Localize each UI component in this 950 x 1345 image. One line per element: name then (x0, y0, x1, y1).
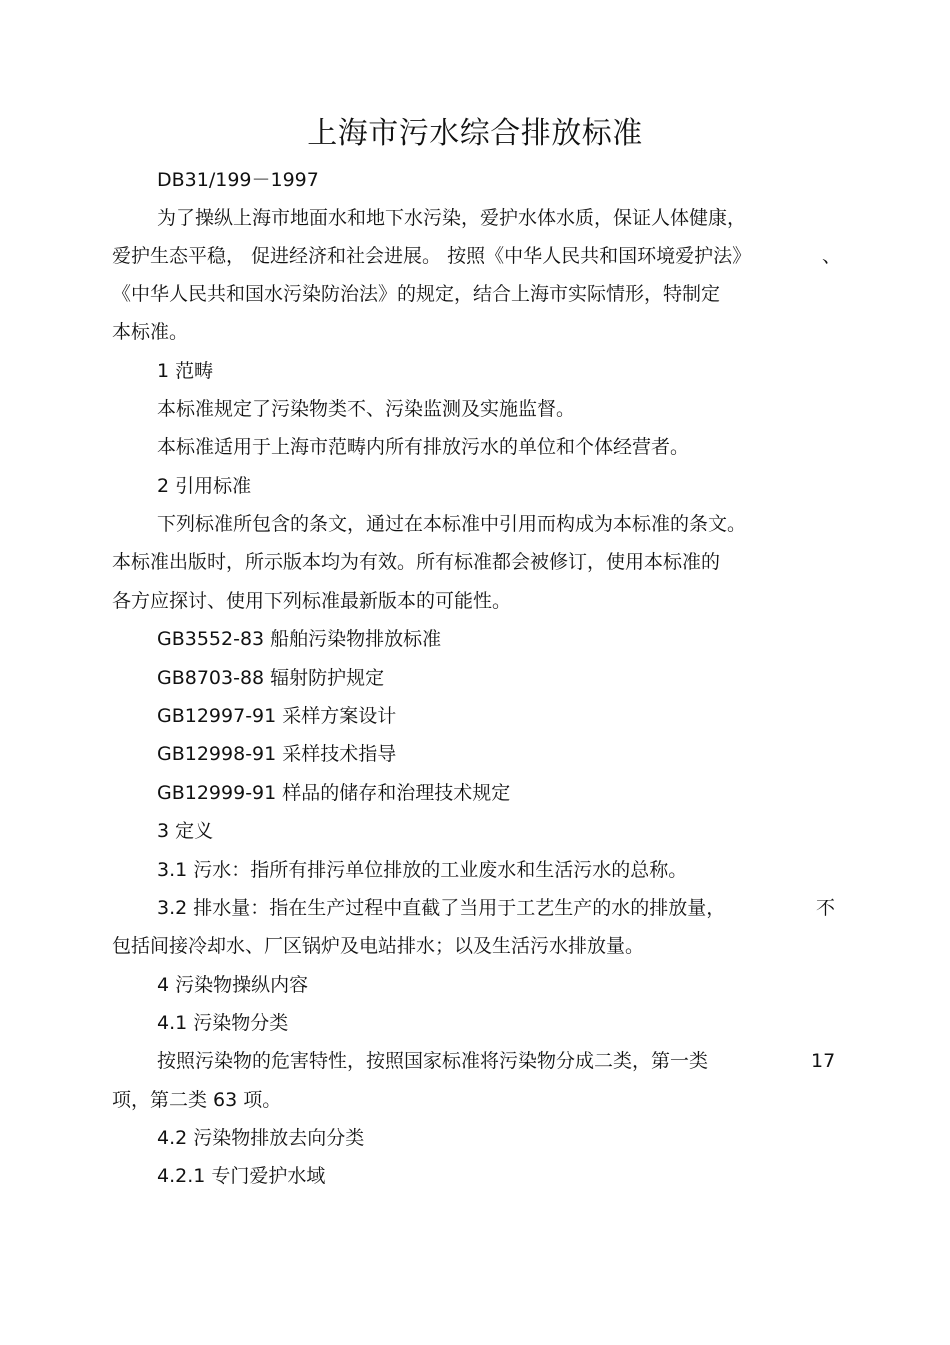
reference-item: GB12999-91 样品的储存和治理技术规定 (157, 782, 511, 804)
definition-line: 3.1 污水：指所有排污单位排放的工业废水和生活污水的总称。 (157, 859, 688, 881)
standard-code: DB31/199－1997 (157, 169, 319, 191)
paragraph-line: 本标准出版时，所示版本均为有效。所有标准都会被修订，使用本标准的 (112, 551, 721, 573)
paragraph-line: 项，第二类 63 项。 (112, 1089, 282, 1111)
paragraph-line: 下列标准所包含的条文，通过在本标准中引用而构成为本标准的条文。 (157, 513, 747, 535)
reference-item: GB12998-91 采样技术指导 (157, 743, 397, 765)
definition-line: 包括间接冷却水、厂区锅炉及电站排水；以及生活污水排放量。 (112, 935, 645, 957)
subsection-heading: 4.2 污染物排放去向分类 (157, 1127, 365, 1149)
preamble-line: 为了操纵上海市地面水和地下水污染，爱护水体水质，保证人体健康， (157, 207, 747, 229)
subsection-heading: 4.1 污染物分类 (157, 1012, 289, 1034)
preamble-line-tail: 、 (822, 245, 842, 267)
reference-item: GB12997-91 采样方案设计 (157, 705, 397, 727)
section-heading: 4 污染物操纵内容 (157, 974, 309, 996)
section-heading: 2 引用标准 (157, 475, 252, 497)
paragraph-line: 本标准规定了污染物类不、污染监测及实施监督。 (157, 398, 576, 420)
paragraph-line: 按照污染物的危害特性，按照国家标准将污染物分成二类，第一类 (157, 1050, 709, 1072)
definition-line-tail: 不 (816, 897, 836, 919)
definition-line: 3.2 排水量：指在生产过程中直截了当用于工艺生产的水的排放量， (157, 897, 726, 919)
preamble-line: 《中华人民共和国水污染防治法》的规定，结合上海市实际情形，特制定 (112, 283, 721, 305)
section-heading: 3 定义 (157, 820, 214, 842)
paragraph-line: 本标准适用于上海市范畴内所有排放污水的单位和个体经营者。 (157, 436, 690, 458)
paragraph-line: 各方应探讨、使用下列标准最新版本的可能性。 (112, 590, 512, 612)
subsection-heading: 4.2.1 专门爱护水域 (157, 1165, 326, 1187)
reference-item: GB3552-83 船舶污染物排放标准 (157, 628, 442, 650)
preamble-line: 本标准。 (112, 321, 189, 343)
section-heading: 1 范畴 (157, 360, 214, 382)
reference-item: GB8703-88 辐射防护规定 (157, 667, 385, 689)
document-title: 上海市污水综合排放标准 (307, 116, 643, 151)
preamble-line: 爱护生态平稳， 促进经济和社会进展。 按照《中华人民共和国环境爱护法》 (112, 245, 752, 267)
paragraph-line-tail: 17 (811, 1050, 836, 1072)
